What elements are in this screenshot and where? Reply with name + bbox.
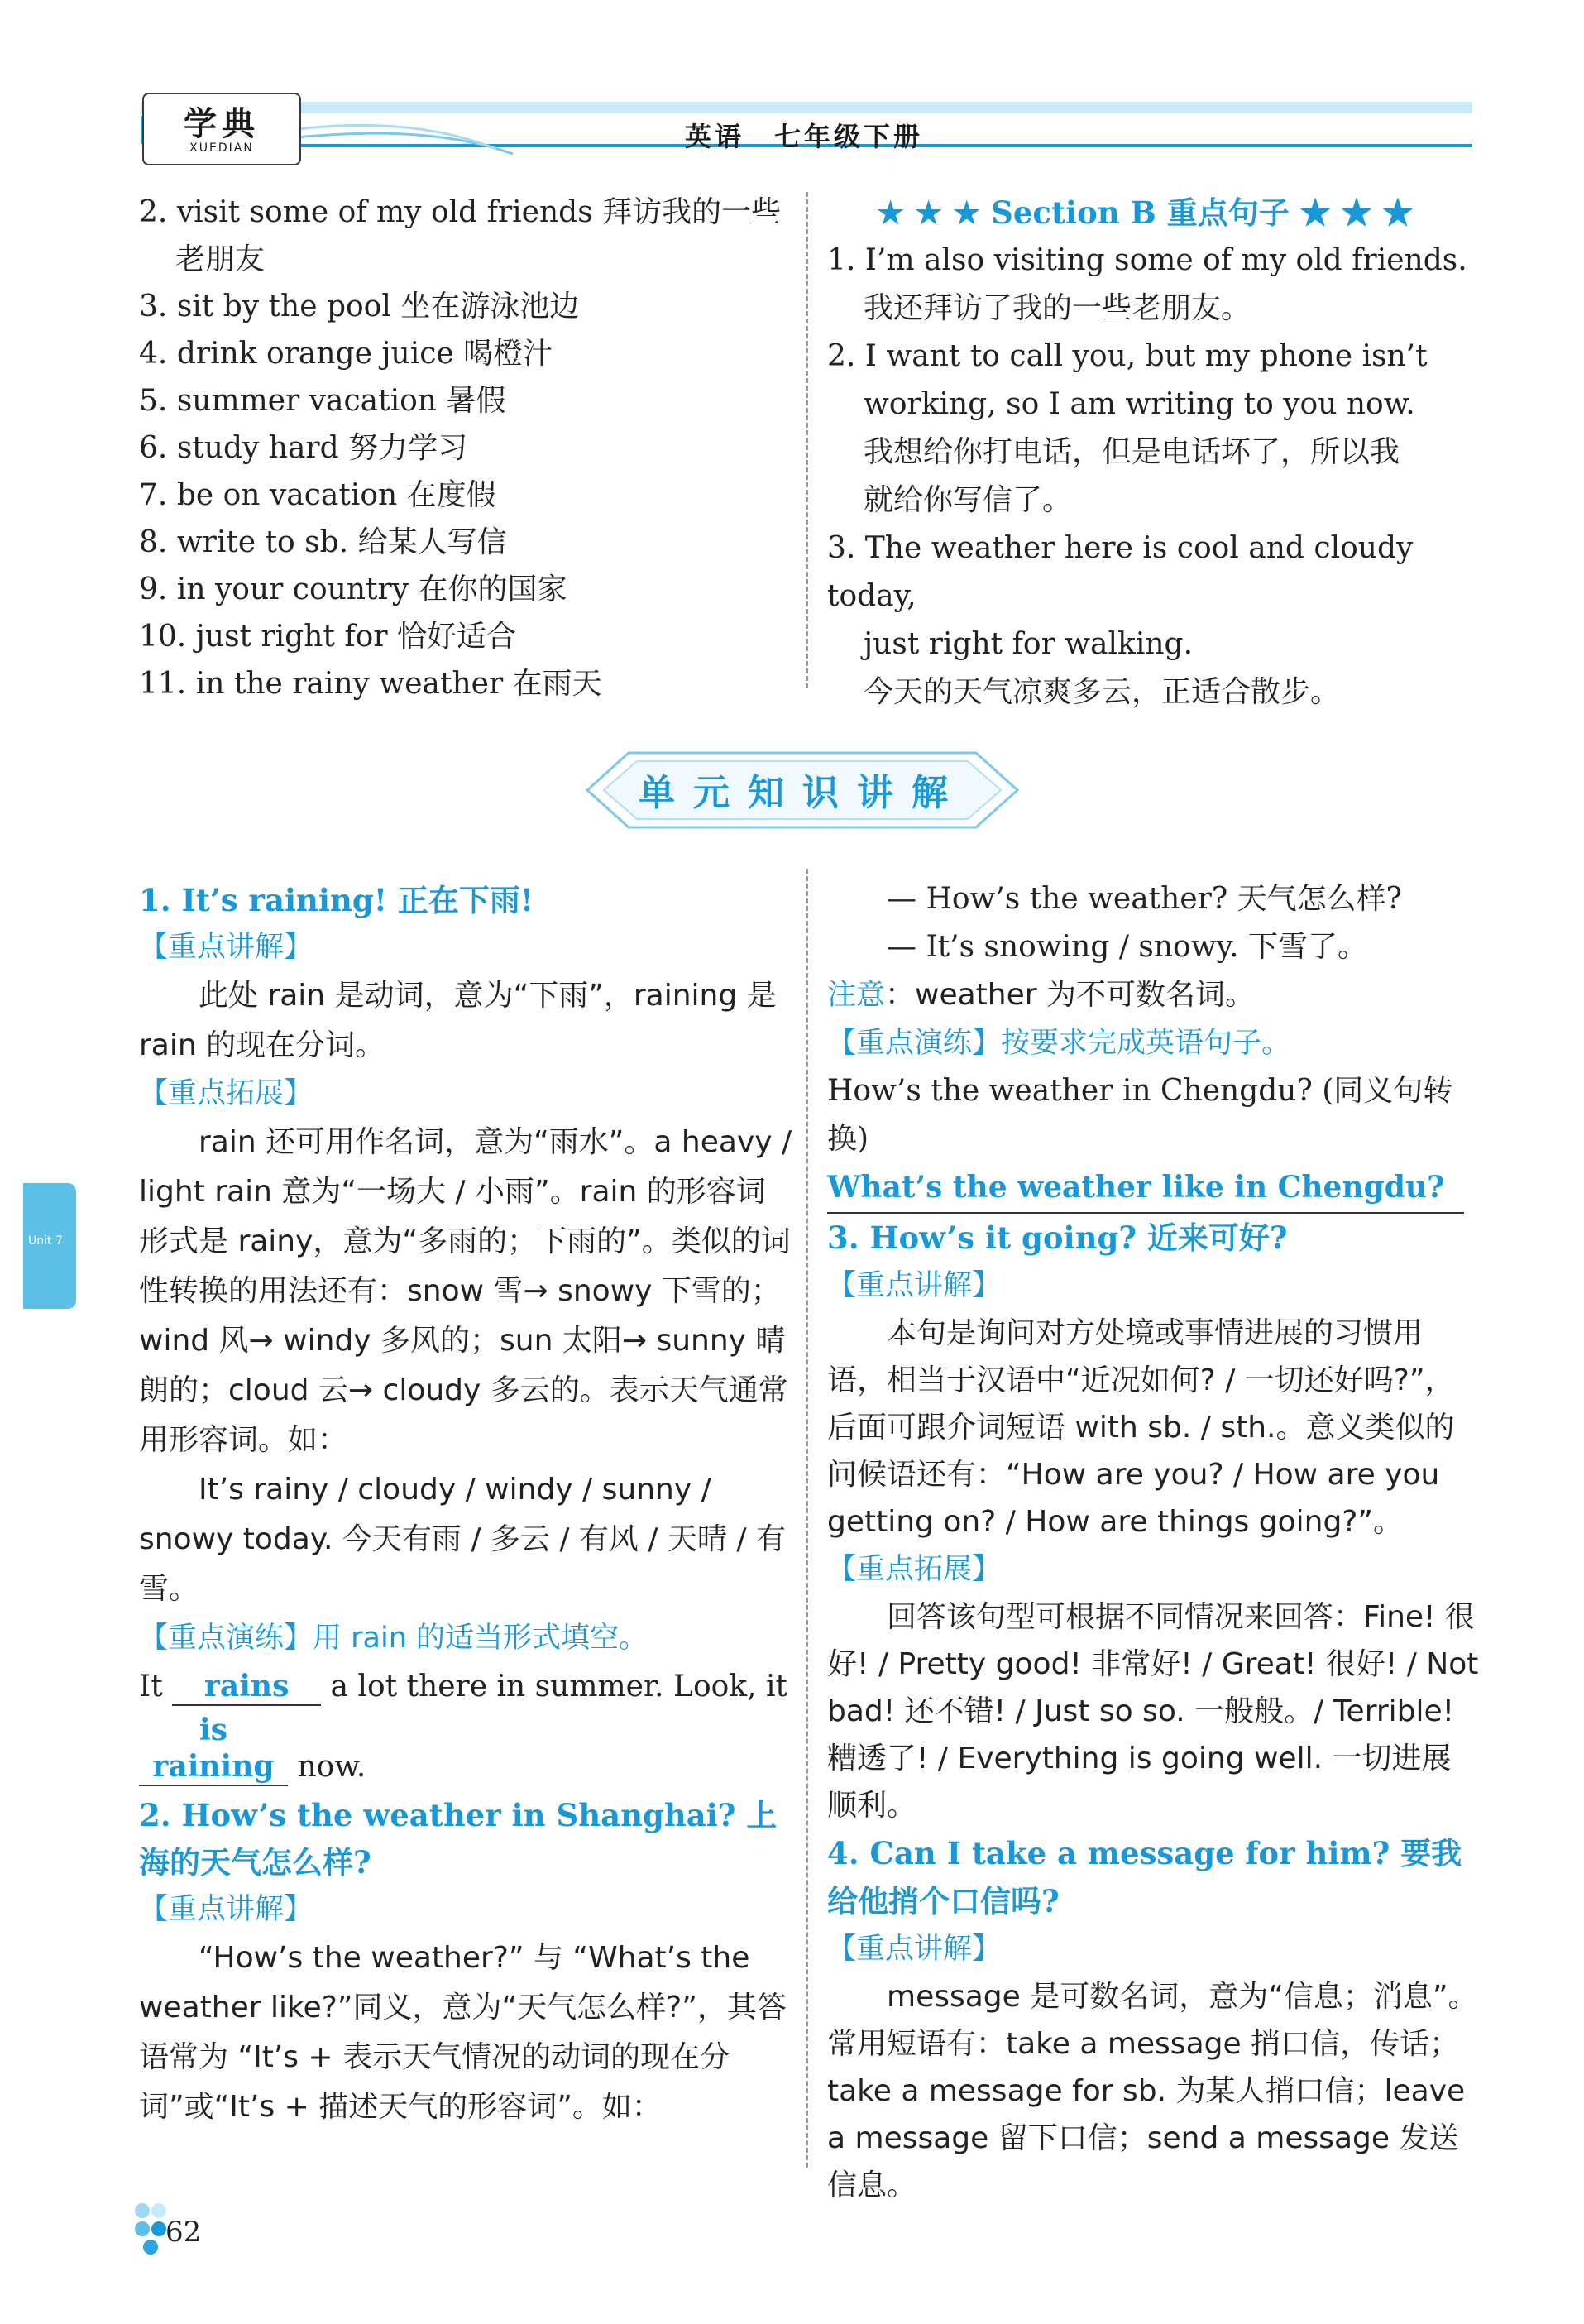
point-3-explain: 本句是询问对方处境或事情进展的习惯用语，相当于汉语中“近况如何? / 一切还好吗?”，后面可跟介词短语 with sb. / sth.。意义类似的问候语还有：“How are you? / How are you getting on? / How are things going?”。 (827, 1316, 1455, 1539)
phrase-item (139, 330, 792, 377)
phrase-chinese: 在度假 (406, 478, 496, 512)
phrase-english: study hard (176, 431, 339, 465)
phrase-number: 9. (139, 573, 168, 606)
practice-exercise (139, 1662, 792, 1792)
answer-blank-1: rains (172, 1668, 321, 1706)
practice-instruction: 用 rain 的适当形式填空。 (313, 1622, 648, 1655)
sentence-2-en-a: 2. I want to call you, but my phone isn’t (827, 339, 1428, 373)
sentence-1-cn: 我还拜访了我的一些老朋友。 (864, 291, 1251, 325)
logo-text: 学典 (184, 104, 260, 143)
phrase-number: 2. (139, 195, 168, 229)
phrase-chinese: 恰好适合 (396, 620, 516, 654)
phrase-item (139, 283, 792, 330)
section-banner (579, 745, 1026, 836)
phrase-chinese: 喝橙汁 (463, 337, 553, 371)
note-line (827, 971, 1481, 1019)
phrase-number: 4. (139, 337, 168, 371)
phrase-chinese: 给某人写信 (357, 525, 507, 559)
phrase-chinese: 努力学习 (348, 431, 468, 465)
phrase-item (139, 613, 792, 660)
phrase-number: 5. (139, 384, 168, 418)
tag-explain-4: 【重点讲解】 (827, 1933, 1002, 1966)
phrase-number: 7. (139, 478, 168, 512)
unit-side-tab (23, 1183, 76, 1309)
exercise-text-a: It (139, 1670, 163, 1703)
tag-explain-3: 【重点讲解】 (827, 1269, 1002, 1302)
phrase-english: summer vacation (176, 384, 437, 418)
point-4-heading: 4. Can I take a message for him? 要我给他捎个口信吗? (827, 1835, 1462, 1919)
tag-explain: 【重点讲解】 (139, 931, 313, 964)
exercise-text-b: a lot there in summer. Look, it (330, 1670, 787, 1703)
point-1-explain: 此处 rain 是动词，意为“下雨”，raining 是 rain 的现在分词。 (139, 979, 777, 1062)
sentence-1-en: 1. I’m also visiting some of my old friends. (827, 243, 1467, 277)
practice-question: How’s the weather in Chengdu? (同义句转换) (827, 1074, 1453, 1156)
phrase-english: write to sb. (176, 525, 349, 559)
point-3-heading: 3. How’s it going? 近来可好? (827, 1220, 1288, 1256)
key-sentences (827, 189, 1481, 716)
phrase-list (139, 189, 792, 707)
sentence-3-cn: 今天的天气凉爽多云，正适合散步。 (864, 675, 1341, 709)
page-header (0, 0, 1584, 165)
practice-instruction-right: 按要求完成英语句子。 (1001, 1027, 1291, 1060)
phrase-english: visit some of my old friends (176, 195, 593, 229)
phrase-number: 10. (139, 620, 187, 654)
practice-line (139, 1614, 792, 1662)
phrase-item (139, 377, 792, 424)
phrase-english: drink orange juice (176, 337, 454, 371)
phrase-english: be on vacation (176, 478, 398, 512)
tag-practice-right: 【重点演练】 (827, 1027, 1002, 1060)
point-1-heading: 1. It’s raining! 正在下雨! (139, 882, 534, 918)
phrase-item (139, 519, 792, 566)
phrase-chinese: 拜访我的一些老朋友 (175, 195, 782, 276)
phrase-english: sit by the pool (176, 290, 391, 323)
phrase-item (139, 424, 792, 472)
phrase-number: 6. (139, 431, 168, 465)
phrase-english: just right for (195, 620, 388, 654)
phrase-english: in your country (176, 573, 409, 606)
phrase-chinese: 暑假 (446, 384, 506, 418)
sentence-2-cn-a: 我想给你打电话，但是电话坏了，所以我 (864, 435, 1400, 469)
unit-tab-label: Unit 7 (28, 1234, 63, 1248)
header-title: 英语 七年级下册 (685, 121, 924, 152)
practice-answer-line (827, 1163, 1464, 1214)
logo (142, 93, 301, 165)
phrase-chinese: 坐在游泳池边 (400, 290, 580, 323)
point-2-explain: “How’s the weather?” 与 “What’s the weather like?”同义，意为“天气怎么样?”，其答语常为 “It’s + 表示天气情况的动词的现在分词”或“It’s + 描述天气的形容词”。如： (139, 1941, 787, 2124)
tag-extend-3: 【重点拓展】 (827, 1553, 1002, 1586)
sentence-3-en-b: just right for walking. (864, 627, 1194, 661)
dialogue-line-1: — How’s the weather? 天气怎么样? (887, 882, 1402, 916)
right-column (827, 875, 1481, 2209)
column-divider-top (806, 192, 808, 688)
left-column (139, 877, 792, 2132)
tag-explain-2: 【重点讲解】 (139, 1893, 313, 1926)
tag-extend: 【重点拓展】 (139, 1077, 313, 1110)
phrase-item (139, 566, 792, 613)
sentence-3-en-a: 3. The weather here is cool and cloudy today, (827, 531, 1414, 613)
tag-practice: 【重点演练】 (139, 1622, 313, 1655)
sentence-2-cn-b: 就给你写信了。 (864, 483, 1073, 517)
point-1-extend: rain 还可用作名词，意为“雨水”。a heavy / light rain 意为“一场大 / 小雨”。rain 的形容词形式是 rainy，意为“多雨的；下雨的”。类似的词性转换的用法还有：snow 雪→ snowy 下雪的；wind 风→ windy 多风的；sun 太阳→ sunny 晴朗的；cloud 云→ cloudy 多云的。表示天气通常用形容词。如： (139, 1125, 792, 1457)
answer-blank-2: is raining (139, 1712, 288, 1786)
point-2-heading: 2. How’s the weather in Shanghai? 上海的天气怎么样? (139, 1797, 778, 1881)
banner-title: 单元知识讲解 (639, 772, 966, 814)
note-text: ：weather 为不可数名词。 (885, 978, 1255, 1012)
section-b-title: ★ ★ ★ Section B 重点句子 ★ ★ ★ (877, 194, 1414, 231)
phrase-item (139, 472, 792, 519)
phrase-chinese: 在雨天 (512, 667, 602, 701)
practice-line-right (827, 1019, 1481, 1067)
phrase-chinese: 在你的国家 (418, 573, 567, 606)
page-number: 62 (165, 2216, 202, 2249)
point-3-extend: 回答该句型可根据不同情况来回答：Fine! 很好! / Pretty good! 非常好! / Great! 很好! / Not bad! 还不错! / Just so so. 一般般。/ Terrible! 糟透了! / Everything is going well. 一切进展顺利。 (827, 1600, 1479, 1823)
column-divider-main (806, 869, 808, 2168)
point-1-example: It’s rainy / cloudy / windy / sunny / snowy today. 今天有雨 / 多云 / 有风 / 天晴 / 有雪。 (139, 1473, 786, 1606)
point-4-explain: message 是可数名词，意为“信息；消息”。常用短语有：take a message 捎口信，传话；take a message for sb. 为某人捎口信；leave a message 留下口信；send a message 发送信息。 (827, 1980, 1478, 2202)
practice-answer: What’s the weather like in Chengdu? (827, 1170, 1445, 1205)
phrase-english: in the rainy weather (195, 667, 504, 701)
phrase-number: 8. (139, 525, 168, 559)
phrase-item (139, 189, 792, 283)
sentence-2-en-b: working, so I am writing to you now. (864, 387, 1415, 421)
phrase-number: 3. (139, 290, 168, 323)
exercise-text-c: now. (297, 1750, 366, 1784)
logo-subtext: XUEDIAN (189, 141, 254, 155)
note-tag: 注意 (827, 979, 886, 1012)
dialogue-line-2: — It’s snowing / snowy. 下雪了。 (887, 930, 1367, 964)
phrase-item (139, 660, 792, 707)
phrase-number: 11. (139, 667, 187, 701)
